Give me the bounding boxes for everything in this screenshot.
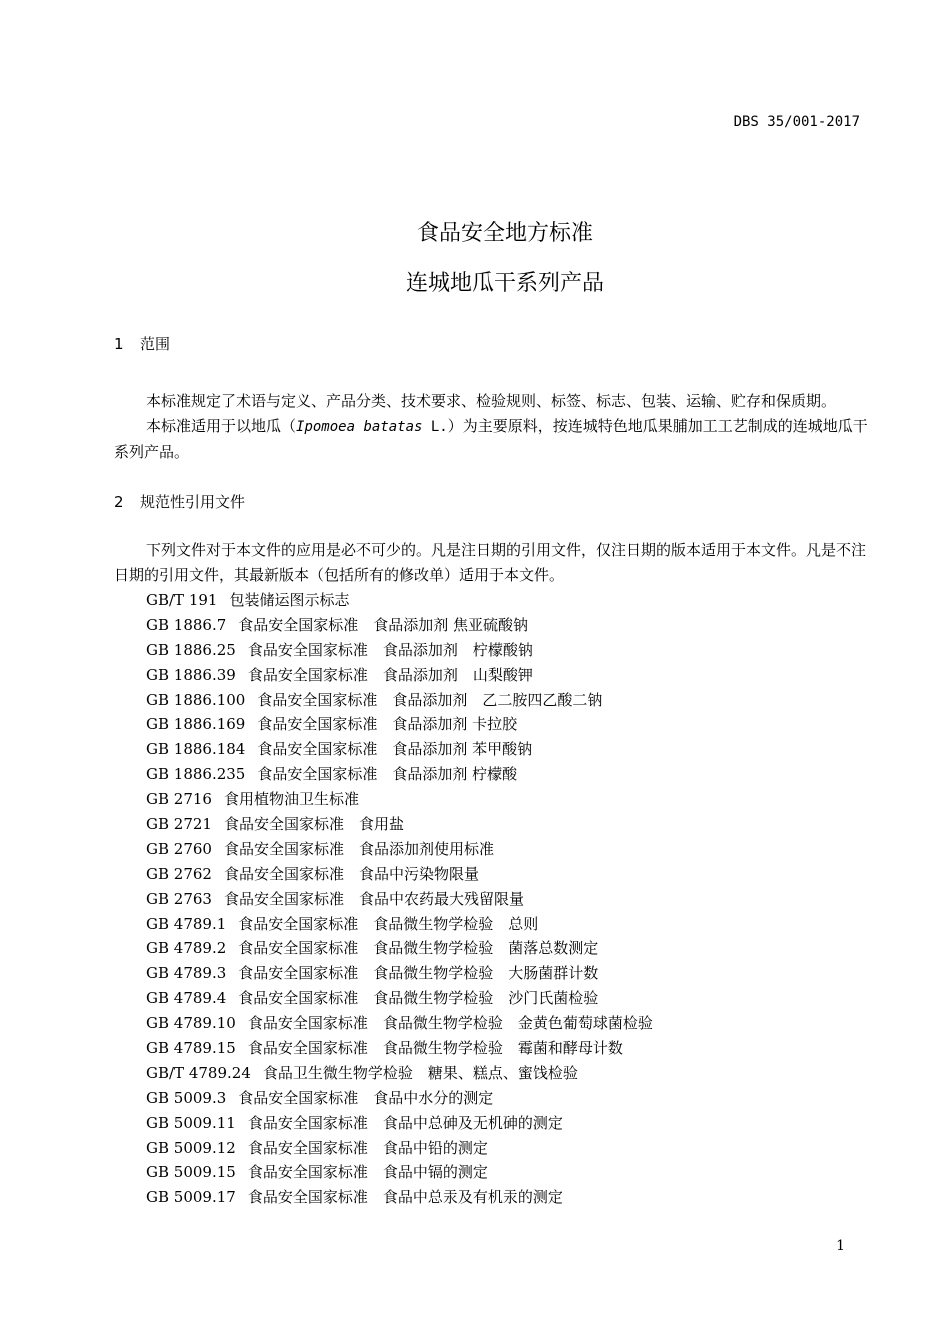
reference-list xyxy=(146,588,653,1210)
reference-item xyxy=(146,986,653,1011)
reference-code: GB 4789.4 xyxy=(146,989,227,1008)
reference-item xyxy=(146,1011,653,1036)
reference-item xyxy=(146,1185,653,1210)
reference-item xyxy=(146,936,653,961)
references-intro: 下列文件对于本文件的应用是必不可少的。凡是注日期的引用文件，仅注日期的版本适用于本文件。凡是不注日期的引用文件，其最新版本（包括所有的修改单）适用于本文件。 xyxy=(114,541,867,584)
reference-item xyxy=(146,1061,653,1086)
reference-code: GB 1886.39 xyxy=(146,665,236,684)
reference-item xyxy=(146,588,653,613)
section-1-number: 1 xyxy=(114,335,124,353)
reference-item xyxy=(146,638,653,663)
reference-item xyxy=(146,787,653,812)
document-code: DBS 35/001-2017 xyxy=(733,114,860,130)
reference-code: GB 4789.2 xyxy=(146,939,227,958)
scope-p2-before: 本标准适用于以地瓜（ xyxy=(146,417,297,435)
reference-code: GB 2762 xyxy=(146,864,212,883)
reference-item xyxy=(146,961,653,986)
reference-code: GB 4789.15 xyxy=(146,1039,236,1058)
page-number: 1 xyxy=(836,1238,845,1254)
reference-item xyxy=(146,762,653,787)
reference-title: 食品安全国家标准 食品添加剂 焦亚硫酸钠 xyxy=(238,615,529,634)
scope-paragraph-2 xyxy=(114,414,874,465)
scope-paragraph-1: 本标准规定了术语与定义、产品分类、技术要求、检验规则、标签、标志、包装、运输、贮存和保质期。 xyxy=(146,392,837,410)
reference-title: 食品安全国家标准 食品微生物学检验 金黄色葡萄球菌检验 xyxy=(247,1014,653,1033)
reference-code: GB 2763 xyxy=(146,889,212,908)
reference-code: GB/T 4789.24 xyxy=(146,1063,251,1082)
reference-title: 食品安全国家标准 食品微生物学检验 沙门氏菌检验 xyxy=(238,989,599,1008)
reference-item xyxy=(146,812,653,837)
reference-code: GB 2760 xyxy=(146,839,212,858)
reference-title: 食品安全国家标准 食品中铅的测定 xyxy=(247,1138,488,1157)
reference-item xyxy=(146,737,653,762)
reference-title: 食品安全国家标准 食品添加剂 柠檬酸钠 xyxy=(247,640,533,659)
reference-title: 食品安全国家标准 食品微生物学检验 总则 xyxy=(238,914,539,933)
section-1-heading xyxy=(114,333,170,354)
reference-code: GB 5009.11 xyxy=(146,1113,236,1132)
document-title-line1: 食品安全地方标准 xyxy=(416,221,593,246)
reference-item xyxy=(146,613,653,638)
reference-title: 食品安全国家标准 食品添加剂 乙二胺四乙酸二钠 xyxy=(257,690,603,709)
reference-item xyxy=(146,887,653,912)
document-title-line2: 连城地瓜干系列产品 xyxy=(405,271,604,296)
reference-title: 食品卫生微生物学检验 糖果、糕点、蜜饯检验 xyxy=(262,1063,578,1082)
reference-code: GB 5009.3 xyxy=(146,1088,227,1107)
reference-title: 食品安全国家标准 食品中总砷及无机砷的测定 xyxy=(247,1113,563,1132)
section-1-title: 范围 xyxy=(140,335,171,353)
reference-code: GB/T 191 xyxy=(146,591,218,609)
reference-title: 食品安全国家标准 食品添加剂使用标准 xyxy=(223,839,494,858)
reference-code: GB 1886.7 xyxy=(146,615,227,634)
reference-code: GB 5009.12 xyxy=(146,1138,236,1157)
reference-code: GB 1886.25 xyxy=(146,640,236,659)
reference-code: GB 4789.3 xyxy=(146,964,227,983)
reference-code: GB 1886.100 xyxy=(146,690,246,709)
reference-code: GB 4789.1 xyxy=(146,914,227,933)
reference-title: 食品安全国家标准 食品添加剂 苯甲酸钠 xyxy=(257,740,533,759)
reference-title: 包装储运图示标志 xyxy=(229,591,350,609)
reference-code: GB 4789.10 xyxy=(146,1014,236,1033)
reference-title: 食品安全国家标准 食品微生物学检验 大肠菌群计数 xyxy=(238,964,599,983)
reference-item xyxy=(146,688,653,713)
reference-title: 食品安全国家标准 食品中农药最大残留限量 xyxy=(223,889,524,908)
reference-item xyxy=(146,837,653,862)
reference-title: 食品安全国家标准 食用盐 xyxy=(223,815,404,834)
reference-title: 食品安全国家标准 食品中污染物限量 xyxy=(223,864,479,883)
section-2-number: 2 xyxy=(114,493,124,511)
reference-code: GB 5009.15 xyxy=(146,1163,236,1182)
reference-title: 食品安全国家标准 食品中水分的测定 xyxy=(238,1088,494,1107)
reference-code: GB 1886.184 xyxy=(146,740,246,759)
reference-title: 食品安全国家标准 食品添加剂 山梨酸钾 xyxy=(247,665,533,684)
reference-item xyxy=(146,663,653,688)
section-2-heading xyxy=(114,491,245,512)
reference-code: GB 5009.17 xyxy=(146,1188,236,1207)
scope-p2-after: ）为主要原料，按连城特色地瓜果脯加工工艺制成的连城地瓜干系列产品。 xyxy=(114,417,868,461)
reference-title: 食品安全国家标准 食品添加剂 卡拉胶 xyxy=(257,715,518,734)
reference-item xyxy=(146,1136,653,1161)
reference-title: 食品安全国家标准 食品添加剂 柠檬酸 xyxy=(257,765,518,784)
reference-title: 食品安全国家标准 食品中总汞及有机汞的测定 xyxy=(247,1188,563,1207)
reference-title: 食用植物油卫生标准 xyxy=(223,790,359,809)
reference-code: GB 2721 xyxy=(146,815,212,834)
reference-item xyxy=(146,862,653,887)
reference-code: GB 1886.169 xyxy=(146,715,246,734)
reference-item xyxy=(146,912,653,937)
reference-item xyxy=(146,1036,653,1061)
reference-item xyxy=(146,712,653,737)
reference-code: GB 2716 xyxy=(146,790,212,809)
reference-title: 食品安全国家标准 食品微生物学检验 霉菌和酵母计数 xyxy=(247,1039,623,1058)
reference-title: 食品安全国家标准 食品微生物学检验 菌落总数测定 xyxy=(238,939,599,958)
reference-item xyxy=(146,1086,653,1111)
reference-item xyxy=(146,1111,653,1136)
reference-item xyxy=(146,1160,653,1185)
section-2-title: 规范性引用文件 xyxy=(140,493,246,511)
reference-code: GB 1886.235 xyxy=(146,765,246,784)
latin-author: L. xyxy=(422,419,448,435)
latin-species-name: Ipomoea batatas xyxy=(296,419,423,435)
reference-title: 食品安全国家标准 食品中镉的测定 xyxy=(247,1163,488,1182)
